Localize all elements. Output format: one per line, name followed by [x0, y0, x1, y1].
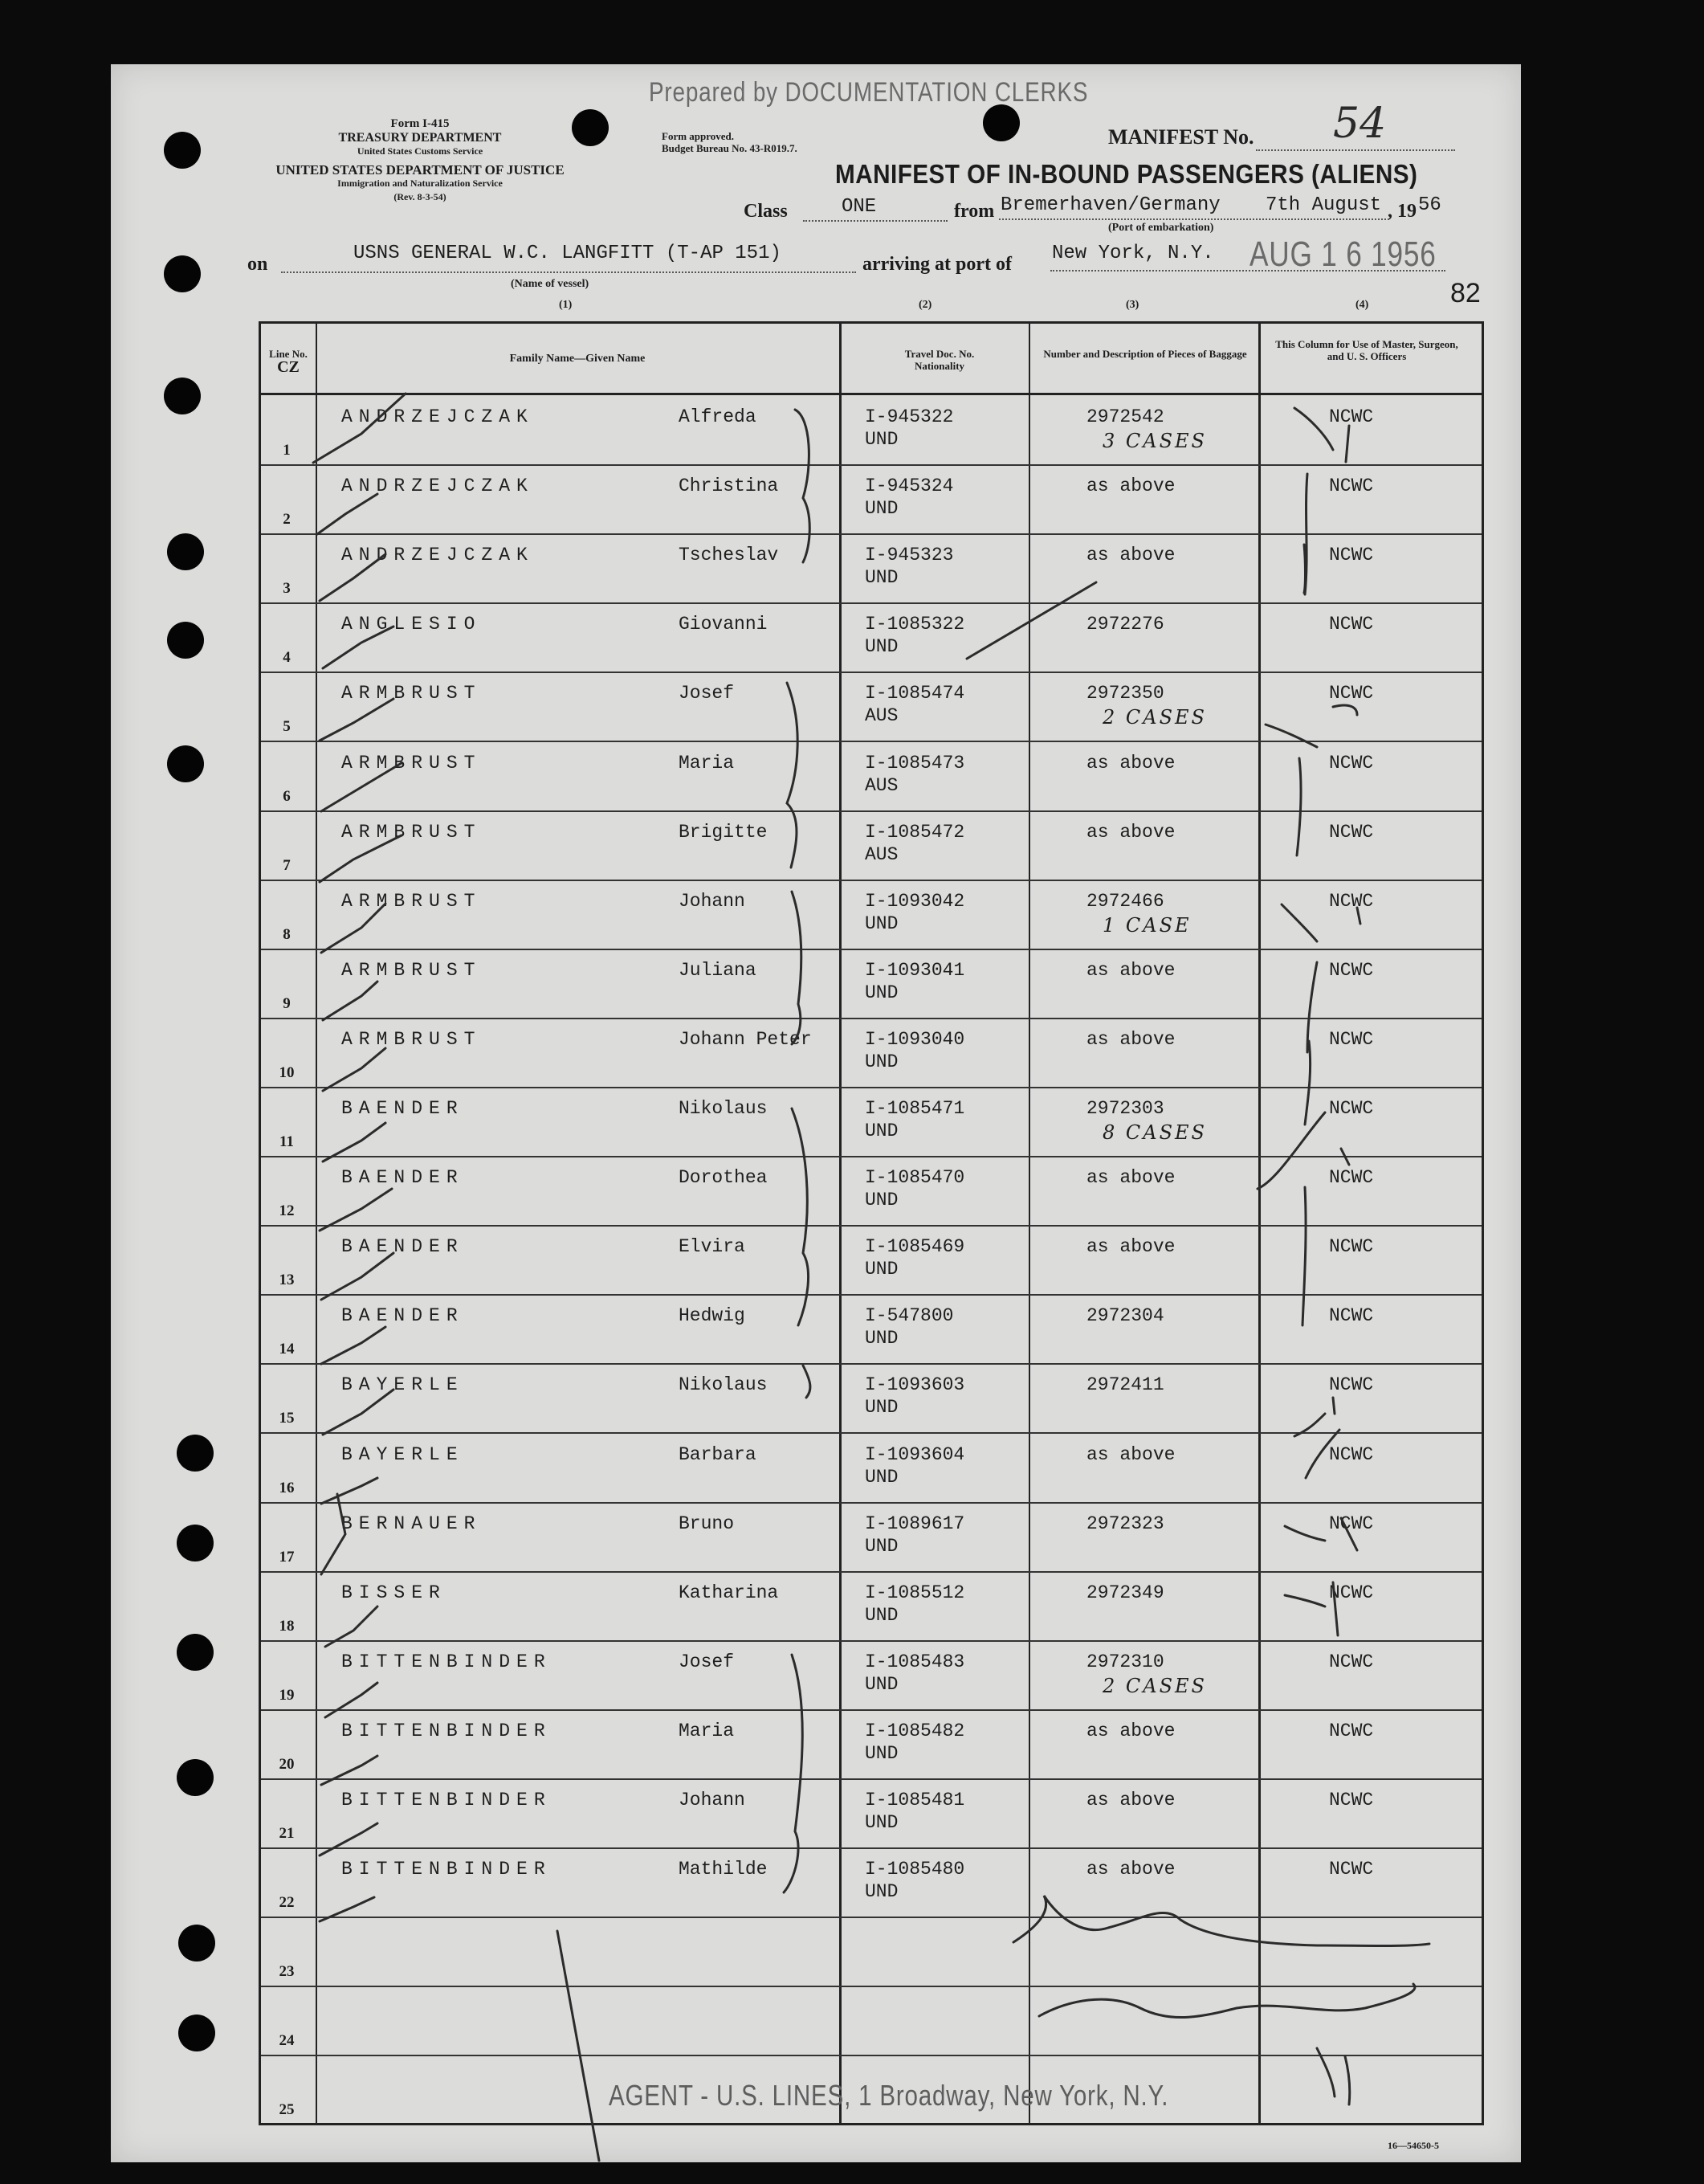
baggage-no: as above: [1086, 1790, 1176, 1810]
binder-hole: [167, 533, 204, 570]
family-name: ARMBRUST: [341, 683, 482, 704]
nationality: AUS: [865, 774, 899, 796]
form-code: 16—54650-5: [1388, 2140, 1439, 2151]
binder-hole: [164, 378, 201, 414]
travel-doc-no: I-945323: [865, 545, 954, 566]
line-number: 1: [283, 442, 291, 459]
officer-use: NCWC: [1329, 752, 1374, 774]
table-row: [261, 1847, 1482, 1918]
nationality: UND: [865, 1604, 899, 1626]
arriving-label: arriving at port of: [862, 254, 1012, 275]
line-number: 3: [283, 580, 291, 598]
family-name: ARMBRUST: [341, 752, 482, 774]
table-row: [261, 1156, 1482, 1227]
baggage-description: 8 CASES: [1103, 1121, 1207, 1144]
col-num-4: (4): [1355, 299, 1369, 311]
given-name: Johann: [679, 1790, 745, 1810]
travel-doc-no: I-1093604: [865, 1443, 965, 1465]
family-name: BISSER: [341, 1582, 446, 1603]
nationality: UND: [865, 429, 899, 450]
travel-doc-no: I-1085480: [865, 1859, 965, 1880]
line-number: 5: [283, 718, 291, 736]
family-name: BITTENBINDER: [341, 1790, 552, 1810]
passenger-table: [259, 321, 1484, 2125]
binder-hole: [177, 1634, 214, 1671]
officer-use: NCWC: [1329, 1167, 1374, 1189]
nationality: UND: [865, 912, 899, 934]
given-name: Juliana: [679, 959, 756, 981]
officer-use: NCWC: [1329, 1305, 1374, 1327]
officer-use: NCWC: [1329, 1098, 1374, 1119]
baggage-no: 2972350: [1086, 683, 1164, 704]
given-name: Josef: [679, 683, 735, 704]
col-num-1: (1): [559, 299, 573, 311]
documentation-clerks-stamp: Prepared by DOCUMENTATION CLERKS: [649, 77, 1089, 108]
officer-use: NCWC: [1329, 821, 1374, 843]
line-number: 17: [279, 1548, 295, 1566]
embarkation-date: 7th August: [1266, 194, 1382, 216]
manifest-no-underline: [1256, 149, 1455, 151]
justice-dept: UNITED STATES DEPARTMENT OF JUSTICE: [275, 162, 565, 178]
given-name: Giovanni: [679, 614, 768, 635]
line-number: 13: [279, 1272, 295, 1289]
family-name: ARMBRUST: [341, 821, 482, 843]
given-name: Nikolaus: [679, 1098, 768, 1119]
given-name: Johann: [679, 890, 745, 912]
baggage-no: as above: [1086, 959, 1176, 981]
line-number: 21: [279, 1825, 295, 1843]
line-number: 14: [279, 1341, 295, 1358]
baggage-no: as above: [1086, 545, 1176, 566]
baggage-no: as above: [1086, 1720, 1176, 1741]
travel-doc-no: I-1093603: [865, 1374, 965, 1396]
family-name: ANDRZEJCZAK: [341, 406, 534, 427]
officer-use: NCWC: [1329, 1582, 1374, 1603]
given-name: Katharina: [679, 1582, 779, 1603]
nationality: UND: [865, 1673, 899, 1695]
vessel-caption: (Name of vessel): [511, 278, 589, 290]
revision: (Rev. 8-3-54): [393, 191, 446, 202]
form-approved: Form approved.: [662, 130, 735, 142]
table-row: [261, 1294, 1482, 1365]
given-name: Bruno: [679, 1512, 735, 1534]
table-row: [261, 1917, 1482, 1987]
form-number: Form I-415: [390, 117, 450, 130]
family-name: ANGLESIO: [341, 614, 482, 635]
officer-use: NCWC: [1329, 1374, 1374, 1396]
class-underline: [803, 220, 948, 222]
family-name: BITTENBINDER: [341, 1859, 552, 1880]
on-label: on: [247, 254, 268, 275]
binder-hole: [167, 622, 204, 659]
travel-doc-no: I-1085481: [865, 1790, 965, 1810]
table-row: [261, 1087, 1482, 1157]
family-name: BAENDER: [341, 1167, 464, 1189]
officer-use: NCWC: [1329, 683, 1374, 704]
table-row: [261, 533, 1482, 604]
from-label: from: [954, 201, 995, 222]
table-row: [261, 1986, 1482, 2056]
travel-doc-no: I-1085474: [865, 683, 965, 704]
officer-use: NCWC: [1329, 1028, 1374, 1050]
col-num-2: (2): [919, 299, 932, 311]
line-number: 4: [283, 649, 291, 667]
table-row: [261, 464, 1482, 535]
baggage-description: 1 CASE: [1103, 913, 1192, 937]
line-number: 2: [283, 511, 291, 529]
travel-doc-no: I-1093041: [865, 959, 965, 981]
table-row: [261, 810, 1482, 881]
page-number: 82: [1450, 278, 1481, 308]
nationality: UND: [865, 567, 899, 589]
manifest-title: MANIFEST OF IN-BOUND PASSENGERS (ALIENS): [835, 159, 1418, 189]
baggage-no: 2972323: [1086, 1512, 1164, 1534]
family-name: ARMBRUST: [341, 890, 482, 912]
binder-hole: [167, 745, 204, 782]
officer-use: NCWC: [1329, 1651, 1374, 1672]
baggage-no: 2972411: [1086, 1374, 1164, 1396]
col-header-line: [261, 348, 316, 374]
baggage-no: as above: [1086, 476, 1176, 497]
table-row: [261, 1502, 1482, 1573]
travel-doc-no: I-1093040: [865, 1028, 965, 1050]
line-number: 11: [279, 1133, 294, 1151]
budget-bureau: Budget Bureau No. 43-R019.7.: [662, 142, 797, 154]
nationality: AUS: [865, 705, 899, 727]
port-embarkation-caption: (Port of embarkation): [1108, 222, 1214, 234]
nationality: UND: [865, 1190, 899, 1211]
baggage-no: as above: [1086, 1236, 1176, 1258]
travel-doc-no: I-547800: [865, 1305, 954, 1327]
table-row: [261, 1225, 1482, 1296]
family-name: BITTENBINDER: [341, 1651, 552, 1672]
given-name: Barbara: [679, 1443, 756, 1465]
from-underline: [999, 218, 1389, 220]
officer-use: NCWC: [1329, 614, 1374, 635]
baggage-no: 2972276: [1086, 614, 1164, 635]
manifest-no-label: MANIFEST No.: [1108, 125, 1254, 149]
baggage-no: as above: [1086, 752, 1176, 774]
line-number: 7: [283, 856, 291, 874]
line-number: 15: [279, 1410, 295, 1427]
given-name: Hedwig: [679, 1305, 745, 1327]
baggage-no: 2972303: [1086, 1098, 1164, 1119]
binder-hole: [164, 132, 201, 169]
table-row: [261, 672, 1482, 742]
line-number: 20: [279, 1755, 295, 1773]
table-row: [261, 1778, 1482, 1849]
binder-hole: [177, 1435, 214, 1472]
table-row: [261, 1433, 1482, 1504]
baggage-no: as above: [1086, 1167, 1176, 1189]
baggage-no: 2972466: [1086, 890, 1164, 912]
nationality: UND: [865, 1051, 899, 1072]
travel-doc-no: I-1085472: [865, 821, 965, 843]
binder-hole: [178, 2015, 215, 2051]
nationality: UND: [865, 636, 899, 658]
class-label: Class: [744, 201, 788, 222]
col-header-doc: Travel Doc. No. Nationality: [904, 348, 975, 372]
given-name: Nikolaus: [679, 1374, 768, 1396]
given-name: Dorothea: [679, 1167, 768, 1189]
given-name: Elvira: [679, 1236, 745, 1258]
treasury-dept: TREASURY DEPARTMENT: [338, 131, 502, 145]
family-name: BAENDER: [341, 1098, 464, 1119]
class-value: ONE: [842, 196, 877, 218]
vessel-name: USNS GENERAL W.C. LANGFITT (T-AP 151): [353, 243, 781, 264]
officer-use: NCWC: [1329, 1512, 1374, 1534]
travel-doc-no: I-1085483: [865, 1651, 965, 1672]
family-name: BAYERLE: [341, 1374, 464, 1396]
table-row: [261, 949, 1482, 1019]
travel-doc-no: I-1085471: [865, 1098, 965, 1119]
given-name: Josef: [679, 1651, 735, 1672]
baggage-no: as above: [1086, 1443, 1176, 1465]
line-number: 12: [279, 1202, 295, 1220]
nationality: AUS: [865, 843, 899, 865]
table-row: [261, 1709, 1482, 1780]
baggage-no: 2972542: [1086, 406, 1164, 427]
line-number: 19: [279, 1686, 295, 1704]
baggage-description: 2 CASES: [1103, 706, 1207, 729]
vessel-underline: [281, 271, 856, 273]
officer-use: NCWC: [1329, 1720, 1374, 1741]
line-number: 25: [279, 2101, 295, 2119]
binder-hole: [164, 255, 201, 292]
officer-use: NCWC: [1329, 545, 1374, 566]
table-row: [261, 880, 1482, 950]
line-number: 22: [279, 1894, 295, 1912]
agency-block: [247, 117, 593, 204]
nationality: UND: [865, 1742, 899, 1764]
line-number: 8: [283, 925, 291, 943]
col-header-line-code: CZ: [277, 358, 300, 376]
baggage-description: 3 CASES: [1103, 430, 1207, 452]
travel-doc-no: I-1085322: [865, 614, 965, 635]
col-header-use: This Column for Use of Master, Surgeon, and U. S. Officers: [1275, 338, 1458, 362]
binder-hole: [983, 104, 1020, 141]
nationality: UND: [865, 1397, 899, 1419]
table-row: [261, 1363, 1482, 1434]
nationality: UND: [865, 1466, 899, 1488]
family-name: BITTENBINDER: [341, 1720, 552, 1741]
manifest-no-value: 54: [1333, 100, 1387, 148]
officer-use: NCWC: [1329, 406, 1374, 427]
table-row: [261, 1640, 1482, 1711]
baggage-no: 2972304: [1086, 1305, 1164, 1327]
officer-use: NCWC: [1329, 1236, 1374, 1258]
table-row: [261, 395, 1482, 466]
baggage-no: as above: [1086, 1028, 1176, 1050]
officer-use: NCWC: [1329, 1443, 1374, 1465]
line-number: 24: [279, 2032, 295, 2050]
given-name: Alfreda: [679, 406, 756, 427]
table-row: [261, 602, 1482, 673]
travel-doc-no: I-945324: [865, 476, 954, 497]
line-number: 6: [283, 787, 291, 805]
given-name: Maria: [679, 1720, 735, 1741]
nationality: UND: [865, 982, 899, 1003]
arrival-underline: [1050, 270, 1445, 271]
travel-doc-no: I-1085482: [865, 1720, 965, 1741]
family-name: BAENDER: [341, 1305, 464, 1327]
col-header-line-label: Line No.: [269, 348, 308, 360]
given-name: Brigitte: [679, 821, 768, 843]
approval-block: [662, 130, 797, 154]
baggage-no: as above: [1086, 1859, 1176, 1880]
ins-service: Immigration and Naturalization Service: [337, 178, 503, 189]
col-num-3: (3): [1126, 299, 1139, 311]
family-name: ANDRZEJCZAK: [341, 545, 534, 566]
line-number: 18: [279, 1617, 295, 1635]
baggage-description: 2 CASES: [1103, 1674, 1207, 1697]
nationality: UND: [865, 1881, 899, 1903]
line-number: 10: [279, 1063, 295, 1081]
customs-service: United States Customs Service: [357, 145, 483, 157]
travel-doc-no: I-1085473: [865, 752, 965, 774]
given-name: Maria: [679, 752, 735, 774]
arrival-date-stamp: AUG 1 6 1956: [1249, 235, 1437, 274]
travel-doc-no: I-945322: [865, 406, 954, 427]
binder-hole: [178, 1925, 215, 1962]
arrival-port: New York, N.Y.: [1052, 243, 1214, 264]
nationality: UND: [865, 498, 899, 520]
travel-doc-no: I-1085469: [865, 1236, 965, 1258]
given-name: Christina: [679, 476, 779, 497]
baggage-no: as above: [1086, 821, 1176, 843]
family-name: BAYERLE: [341, 1443, 464, 1465]
nationality: UND: [865, 1328, 899, 1349]
col-header-baggage: Number and Description of Pieces of Baggage: [1043, 348, 1247, 360]
family-name: ARMBRUST: [341, 1028, 482, 1050]
year-prefix: , 19: [1388, 201, 1417, 222]
baggage-no: 2972349: [1086, 1582, 1164, 1603]
agent-stamp: AGENT - U.S. LINES, 1 Broadway, New York, N.Y.: [609, 2079, 1169, 2112]
col-header-name: Family Name—Given Name: [509, 353, 646, 365]
table-row: [261, 1018, 1482, 1088]
nationality: UND: [865, 1121, 899, 1141]
travel-doc-no: I-1093042: [865, 890, 965, 912]
travel-doc-no: I-1089617: [865, 1512, 965, 1534]
officer-use: NCWC: [1329, 890, 1374, 912]
given-name: Mathilde: [679, 1859, 768, 1880]
given-name: Tscheslav: [679, 545, 779, 566]
embarkation-port: Bremerhaven/Germany: [1001, 194, 1221, 216]
table-row: [261, 741, 1482, 812]
binder-hole: [177, 1525, 214, 1561]
nationality: UND: [865, 1812, 899, 1833]
family-name: BAENDER: [341, 1236, 464, 1258]
binder-hole: [177, 1759, 214, 1796]
line-number: 23: [279, 1963, 295, 1981]
officer-use: NCWC: [1329, 1859, 1374, 1880]
nationality: UND: [865, 1535, 899, 1557]
officer-use: NCWC: [1329, 476, 1374, 497]
officer-use: NCWC: [1329, 959, 1374, 981]
year-value: 56: [1418, 194, 1441, 216]
travel-doc-no: I-1085512: [865, 1582, 965, 1603]
baggage-no: 2972310: [1086, 1651, 1164, 1672]
family-name: BERNAUER: [341, 1512, 482, 1534]
line-number: 9: [283, 994, 291, 1012]
line-number: 16: [279, 1479, 295, 1496]
given-name: Johann Peter: [679, 1028, 812, 1050]
officer-use: NCWC: [1329, 1790, 1374, 1810]
travel-doc-no: I-1085470: [865, 1167, 965, 1189]
table-row: [261, 1571, 1482, 1642]
family-name: ANDRZEJCZAK: [341, 476, 534, 497]
family-name: ARMBRUST: [341, 959, 482, 981]
nationality: UND: [865, 1259, 899, 1280]
